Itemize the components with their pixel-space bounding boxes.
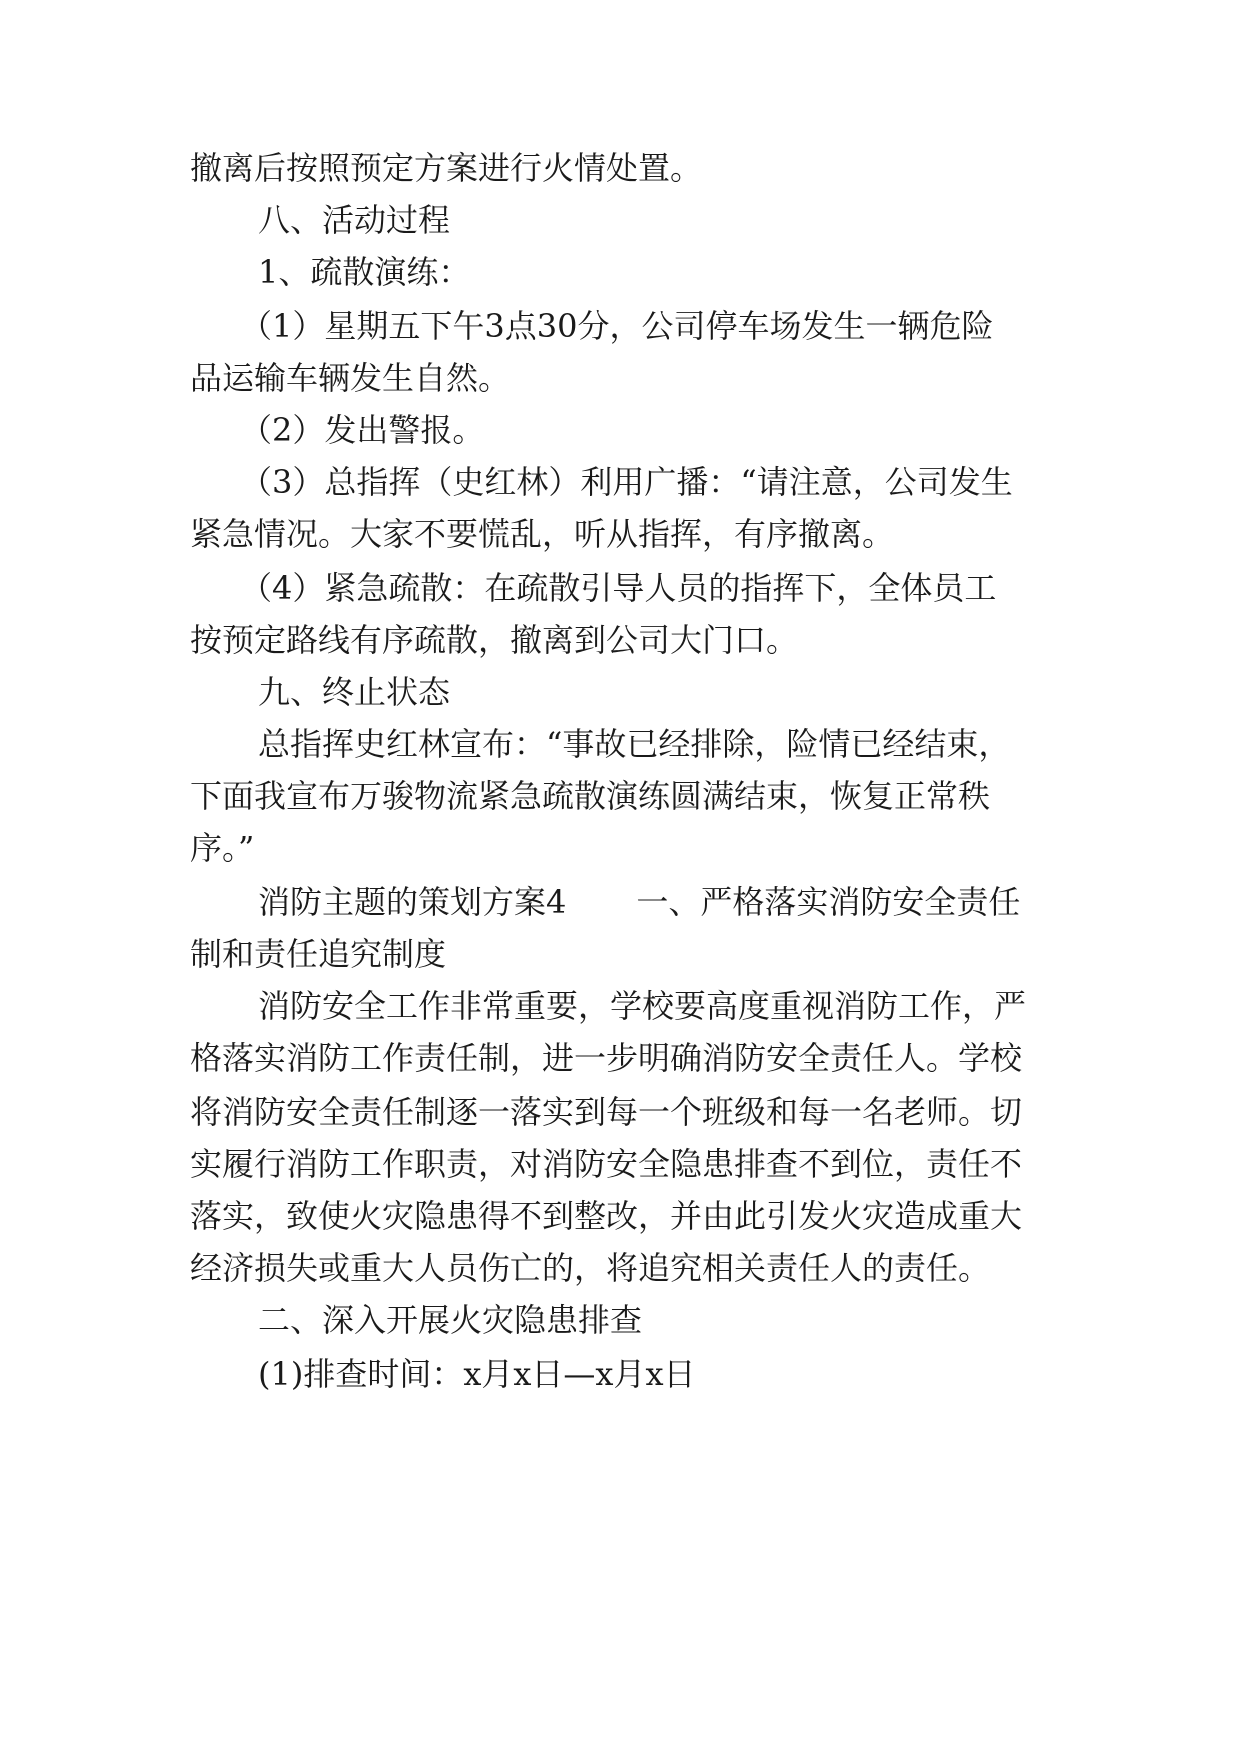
text-line: 经济损失或重大人员伤亡的，将追究相关责任人的责任。 [190,1249,991,1287]
paragraph-line [0,1344,1241,1404]
heading-text: 八、活动过程 [258,201,451,239]
plan-heading [0,872,1241,932]
paragraph-line [0,504,1241,564]
text-line: 品运输车辆发生自然。 [190,359,511,397]
heading-text: 1、疏散演练： [258,253,471,291]
paragraph-line [0,818,1241,878]
paragraph-line [0,1134,1241,1194]
paragraph-line [0,1082,1241,1142]
text-line: 消防安全工作非常重要，学校要高度重视消防工作，严 [258,987,1027,1025]
paragraph-line [0,1238,1241,1298]
paragraph-line [0,976,1241,1036]
text-line: (1)排查时间：x月x日—x月x日 [258,1355,696,1393]
text-line: 下面我宣布万骏物流紧急疏散演练圆满结束，恢复正常秩 [190,777,991,815]
heading-text: 九、终止状态 [258,673,451,711]
paragraph-line [0,610,1241,670]
paragraph-line [0,400,1241,460]
paragraph-line [0,714,1241,774]
heading-text: 二、深入开展火灾隐患排查 [258,1301,643,1339]
text-line: （2）发出警报。 [240,411,485,449]
text-line: 制和责任追究制度 [190,935,447,973]
paragraph-line [0,452,1241,512]
paragraph-line [0,558,1241,618]
text-line: 序。” [190,829,255,867]
text-line: 总指挥史红林宣布：“事故已经排除，险情已经结束， [258,725,1011,763]
text-line: 紧急情况。大家不要慌乱，听从指挥，有序撤离。 [190,515,895,553]
text-line: 格落实消防工作责任制，进一步明确消防安全责任人。学校 [190,1039,1023,1077]
paragraph-line [0,1028,1241,1088]
text-line: 落实，致使火灾隐患得不到整改，并由此引发火灾造成重大 [190,1197,1023,1235]
section-heading-text: 一、严格落实消防安全责任 [636,883,1021,921]
text-line: 撤离后按照预定方案进行火情处置。 [190,149,703,187]
paragraph-line [0,924,1241,984]
text-line: 实履行消防工作职责，对消防安全隐患排查不到位，责任不 [190,1145,1023,1183]
section-heading [0,1290,1241,1350]
text-line: （4）紧急疏散：在疏散引导人员的指挥下，全体员工 [240,569,997,607]
subsection-heading [0,242,1241,302]
paragraph-line [0,296,1241,356]
paragraph-line [0,1186,1241,1246]
text-line: 按预定路线有序疏散，撤离到公司大门口。 [190,621,799,659]
text-line: （1）星期五下午3点30分，公司停车场发生一辆危险 [240,307,994,345]
plan-title: 消防主题的策划方案4 [258,883,567,921]
section-heading [0,662,1241,722]
paragraph-line [0,348,1241,408]
paragraph-line [0,138,1241,198]
text-line: 将消防安全责任制逐一落实到每一个班级和每一名老师。切 [190,1093,1023,1131]
plan-heading-row [258,872,1020,932]
section-heading [0,190,1241,250]
text-line: （3）总指挥（史红林）利用广播：“请注意，公司发生 [240,463,1013,501]
paragraph-line [0,766,1241,826]
